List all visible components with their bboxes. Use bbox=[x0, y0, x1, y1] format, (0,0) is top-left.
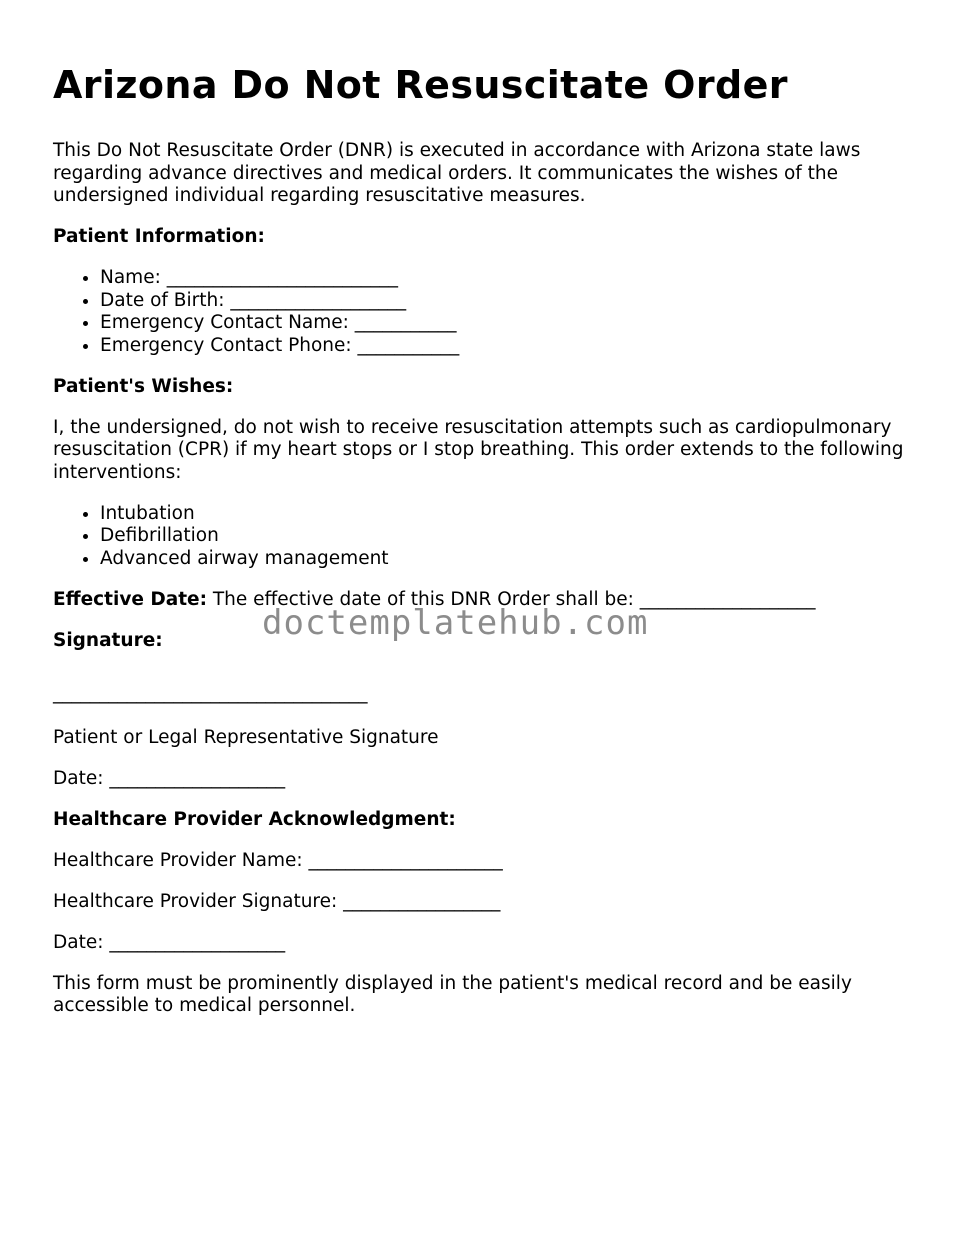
provider-heading: Healthcare Provider Acknowledgment: bbox=[53, 808, 456, 830]
patient-info-list bbox=[53, 267, 923, 357]
provider-date-field: Date: ___________________ bbox=[53, 931, 286, 953]
effective-date-line bbox=[53, 589, 923, 612]
wishes-heading: Patient's Wishes: bbox=[53, 375, 234, 397]
intervention-item: • Advanced airway management bbox=[100, 548, 923, 571]
patient-signature-date: Date: ___________________ bbox=[53, 767, 286, 789]
emergency-contact-name-field: • Emergency Contact Name: ___________ bbox=[100, 312, 923, 335]
intervention-item: • Defibrillation bbox=[100, 525, 923, 548]
patient-name-field: • Name: _________________________ bbox=[100, 267, 923, 290]
patient-signature-caption: Patient or Legal Representative Signature bbox=[53, 726, 439, 748]
emergency-contact-phone-field: • Emergency Contact Phone: ___________ bbox=[100, 335, 923, 358]
patient-dob-field: • Date of Birth: ___________________ bbox=[100, 290, 923, 313]
effective-date-label: Effective Date: bbox=[53, 588, 207, 610]
patient-signature-line: __________________________________ bbox=[53, 682, 368, 704]
intro-paragraph: This Do Not Resuscitate Order (DNR) is executed in accordance with Arizona state laws regarding advance directives and medical orders. It communicates the wishes of the undersigned individual regarding resuscitative measures. bbox=[53, 140, 861, 206]
provider-signature-field: Healthcare Provider Signature: _________________ bbox=[53, 890, 501, 912]
watermark: doctemplatehub.com bbox=[262, 603, 649, 643]
page-title: Arizona Do Not Resuscitate Order bbox=[53, 63, 788, 107]
effective-date-text: The effective date of this DNR Order shall be: ___________________ bbox=[207, 588, 816, 610]
interventions-list bbox=[53, 503, 923, 571]
intervention-item: • Intubation bbox=[100, 503, 923, 526]
signature-heading: Signature: bbox=[53, 629, 163, 651]
provider-name-field: Healthcare Provider Name: _____________________ bbox=[53, 849, 503, 871]
wishes-paragraph: I, the undersigned, do not wish to receive resuscitation attempts such as cardiopulmonary resuscitation (CPR) if my heart stops or I stop breathing. This order extends to the following interventions: bbox=[53, 416, 904, 483]
document-page bbox=[53, 62, 923, 1036]
footer-note: This form must be prominently displayed in the patient's medical record and be easily accessible to medical personnel. bbox=[53, 972, 852, 1016]
patient-info-heading: Patient Information: bbox=[53, 226, 265, 247]
